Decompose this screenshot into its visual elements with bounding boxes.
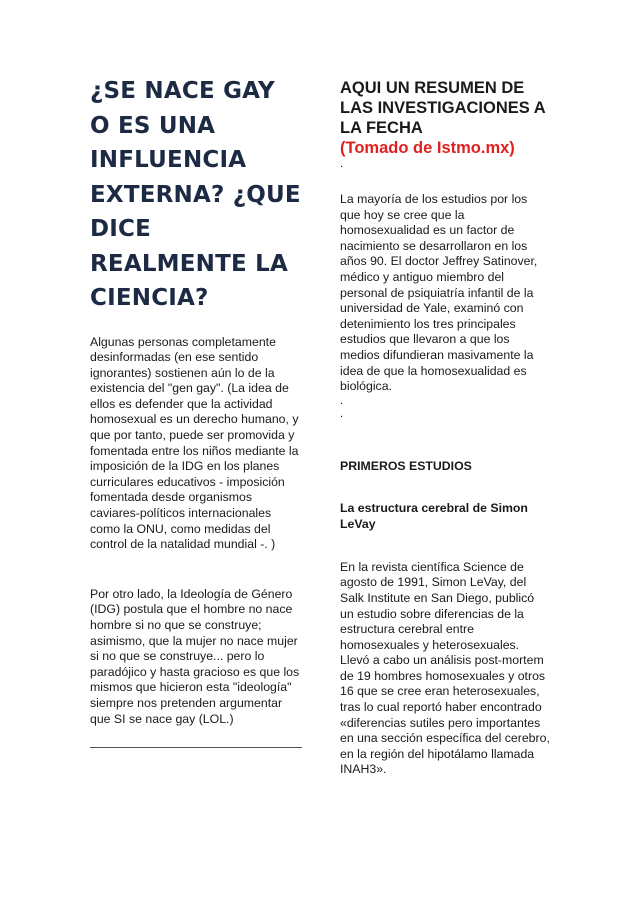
left-column [90,74,302,748]
right-column [340,78,550,778]
divider [90,747,302,748]
dot-separator: . [340,158,344,170]
dot-separator: . [340,394,344,407]
summary-intro: La mayoría de los estudios por los que hoy se cree que la homosexualidad es un factor de nacimiento se desarrollaron en los años 90. El doctor Jeffrey Satinover, médico y antiguo miembro del personal de psiquiatría infantil de la universidad de Yale, examinó con detenimiento los tres principales estudios que llevaron a que los medios difundieran masivamente la idea de que la homosexualidad es biológica. [340,192,538,394]
sub-heading: La estructura cerebral de Simon LeVay [340,500,528,531]
article-title: ¿SE NACE GAY O ES UNA INFLUENCIA EXTERNA? ¿QUE DICE REALMENTE LA CIENCIA? [90,78,301,311]
source-subtitle: (Tomado de Istmo.mx) [340,139,515,157]
section-heading: PRIMEROS ESTUDIOS [340,458,472,473]
gender-ideology-paragraph: Por otro lado, la Ideología de Género (IDG) postula que el hombre no nace hombre si no que se construye; asimismo, que la mujer no nace mujer si no que se construye... pero lo paradójico y hasta gracioso es que los mismos que hicieron esta "ideología" siempre nos pretenden argumentar que SI se nace gay (LOL.) [90,586,300,726]
intro-paragraph: Algunas personas completamente desinformadas (en ese sentido ignorantes) sostienen aún lo de la existencia del "gen gay". (La idea de ellos es defender que la actividad homosexual es un derecho humano, y que por tanto, puede ser promovida y fomentada entre los niños mediante la imposición de la IDG en los planes curriculares educativos - imposición fomentada desde organismos caviares-políticos internacionales como la ONU, como medidas del control de la natalidad mundial -. ) [90,334,299,552]
summary-title: AQUI UN RESUMEN DE LAS INVESTIGACIONES A LA FECHA [340,79,546,137]
dot-separator: . [340,407,344,420]
levay-paragraph: En la revista científica Science de agosto de 1991, Simon LeVay, del Salk Institute en San Diego, publicó un estudio sobre diferencias de la estructura cerebral entre homosexuales y heterosexuales. Llevó a cabo un análisis post-mortem de 19 hombres homosexuales y otros 16 que se cree eran heterosexuales, tras lo cual reportó haber encontrado «diferencias sutiles pero importantes en una sección específica del cerebro, en la región del hipotálamo llamada INAH3». [340,559,550,777]
